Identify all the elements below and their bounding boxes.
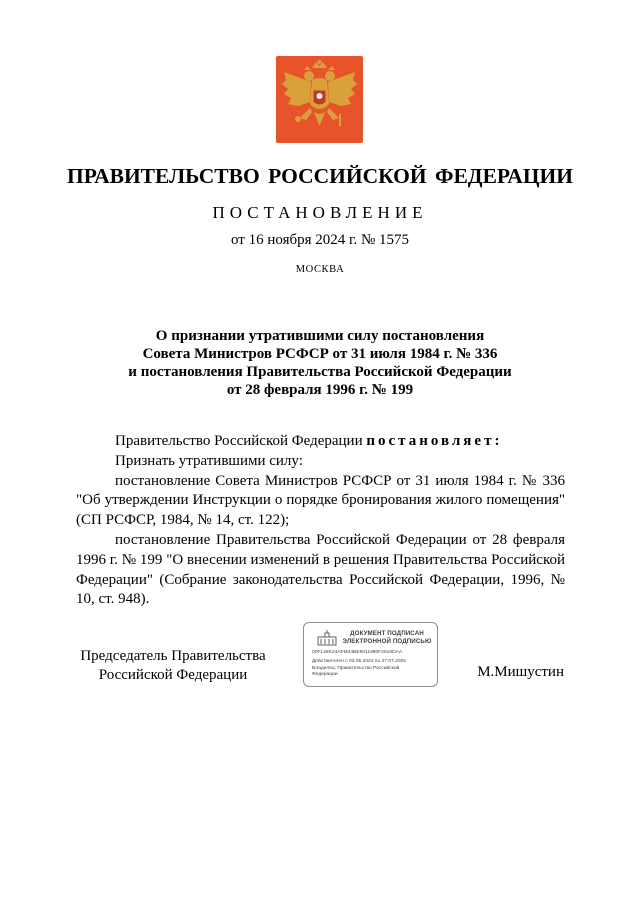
stamp-owner: Владелец: Правительство Российской: [312, 666, 400, 671]
document-date-number: от 16 ноября 2024 г. № 1575: [230, 232, 410, 248]
stamp-title-line: ЭЛЕКТРОННОЙ ПОДПИСЬЮ: [342, 637, 432, 645]
body-paragraph-intro: [76, 432, 565, 452]
body-paragraph: постановление Совета Министров РСФСР от 31 июля 1984 г. № 336 "Об утверждении Инструкции о порядке бронирования жилого помещения" (СП РСФСР, 1984, № 14, ст. 122);: [76, 472, 565, 529]
decree-word: постановляет:: [366, 433, 503, 449]
stamp-title-line: ДОКУМЕНТ ПОДПИСАН: [350, 630, 424, 637]
coat-of-arms-icon: [276, 56, 363, 143]
stamp-owner: Федерации: [312, 672, 338, 677]
intro-text: Правительство Российской Федерации: [115, 433, 367, 449]
government-title: ПРАВИТЕЛЬСТВО РОССИЙСКОЙ ФЕДЕРАЦИИ: [66, 164, 573, 188]
subject-line: и постановления Правительства Российской Федерации: [128, 364, 512, 380]
signatory-position: [78, 647, 268, 685]
stamp-certificate: 00F128K24AFM24BE5011990F2616DAA: [312, 650, 403, 655]
building-icon: [316, 630, 338, 646]
subject-line: О признании утратившими силу постановления: [155, 328, 485, 344]
subject-line: от 28 февраля 1996 г. № 199: [226, 382, 414, 398]
subject-line: Совета Министров РСФСР от 31 июля 1984 г. № 336: [142, 346, 498, 362]
document-city: МОСКВА: [295, 264, 345, 275]
body-paragraph: Признать утратившими силу:: [115, 452, 303, 469]
electronic-signature-stamp: [303, 622, 438, 687]
signatory-position-line: Российской Федерации: [98, 667, 248, 683]
signatory-position-line: Председатель Правительства: [80, 648, 266, 664]
stamp-validity: Действителен с 03.05.2024 по 27.07.2025: [312, 659, 406, 664]
document-type: ПОСТАНОВЛЕНИЕ: [212, 203, 428, 222]
body-paragraph: постановление Правительства Российской Федерации от 28 февраля 1996 г. № 199 "О внесении изменений в решения Правительства Российской Федерации" (Собрание законодательства Российской Федерации, 1996, № 10, ст. 948).: [76, 531, 565, 608]
document-body: [76, 432, 565, 610]
stamp-title: [340, 630, 434, 645]
signatory-name: М.Мишустин: [477, 664, 564, 680]
document-subject: [80, 327, 560, 399]
